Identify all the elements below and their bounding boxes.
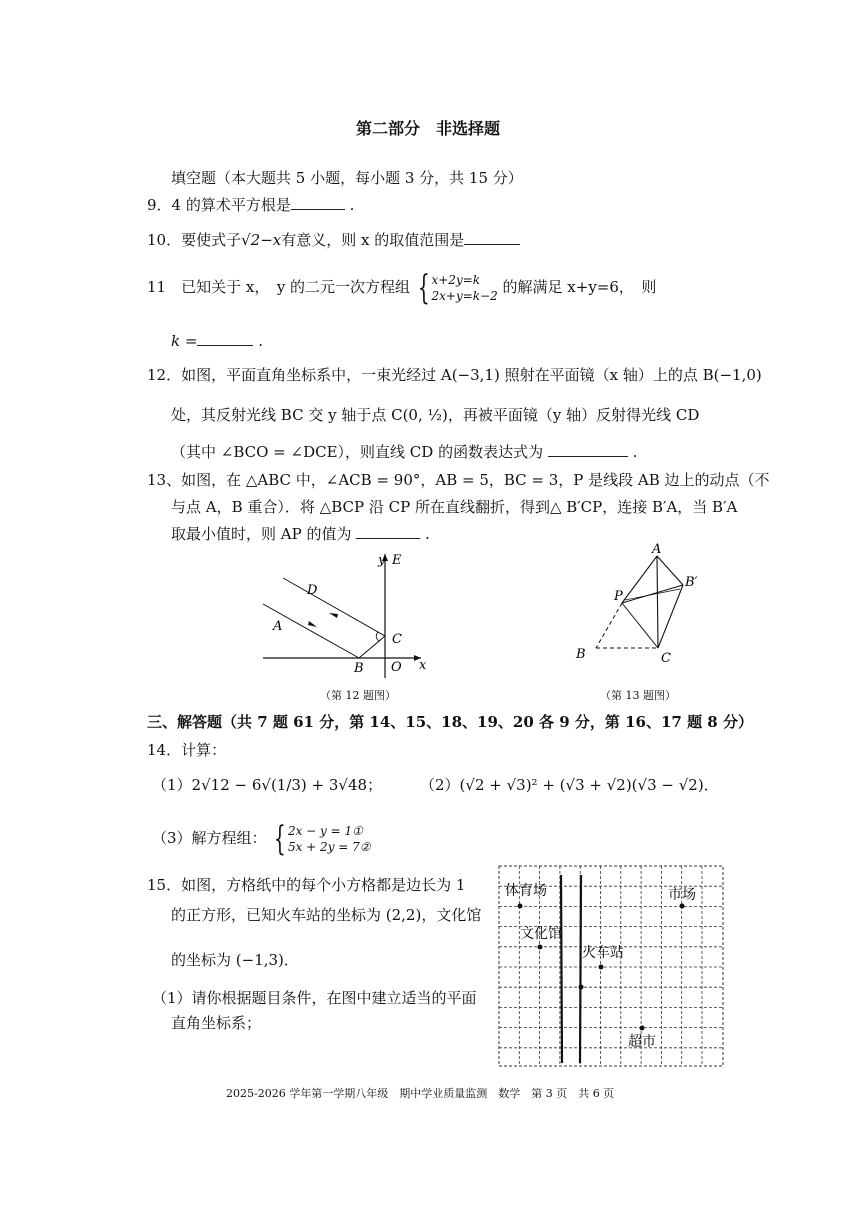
question-11-post: 的解满足 x+y=6， 则 bbox=[502, 278, 657, 296]
question-10 bbox=[147, 230, 520, 250]
fig13-label-A: A bbox=[652, 542, 662, 557]
q11-equation-1: x+2y=k bbox=[431, 273, 481, 287]
point-supermarket bbox=[640, 1026, 645, 1031]
grid-hand-line-1 bbox=[561, 875, 562, 1063]
fig13-segment-AC bbox=[657, 556, 658, 648]
fig12-label-E: E bbox=[392, 553, 402, 568]
fig12-arrow-D bbox=[329, 613, 338, 618]
point-center bbox=[579, 985, 584, 990]
question-12-line-3: （其中 ∠BCO = ∠DCE），则直线 CD 的函数表达式为 . bbox=[171, 443, 638, 461]
fig13-segment-AP bbox=[622, 556, 657, 603]
question-15-sub-1-line-1: （1）请你根据题目条件，在图中建立适当的平面 bbox=[152, 989, 477, 1007]
label-station: 火车站 bbox=[582, 945, 624, 961]
system-brace-14: { bbox=[274, 819, 287, 859]
question-10-expr: √2−x bbox=[241, 231, 282, 249]
question-14-3-pre: （3）解方程组： bbox=[152, 829, 267, 847]
fig13-segment-PB bbox=[596, 603, 622, 648]
fig13-label-C: C bbox=[661, 651, 671, 666]
figure-13 bbox=[570, 540, 720, 670]
system-brace-11: { bbox=[417, 268, 430, 308]
question-15-line-3: 的坐标为 (−1,3)． bbox=[171, 951, 299, 969]
question-11-answer: k = . bbox=[171, 332, 263, 350]
question-14-1: （1）2√12 − 6√(1/3) + 3√48； bbox=[152, 776, 383, 794]
label-supermarket: 超市 bbox=[628, 1034, 656, 1050]
figure-12-caption: （第 12 题图） bbox=[320, 689, 396, 702]
fig13-extra-line bbox=[625, 589, 680, 600]
question-12-line-3-text: （其中 ∠BCO = ∠DCE），则直线 CD 的函数表达式为 bbox=[171, 443, 544, 461]
fig12-label-B: B bbox=[354, 661, 364, 676]
part-3-header: 三、解答题（共 7 题 61 分，第 14、15、18、19、20 各 9 分，第 16、17 题 8 分） bbox=[147, 713, 753, 731]
question-14: 14．计算： bbox=[147, 741, 227, 759]
question-14-2: （2）(√2 + √3)² + (√3 + √2)(√3 − √2)． bbox=[420, 776, 719, 794]
q14-equation-1: 2x − y = 1① bbox=[287, 824, 363, 838]
question-12-line-2: 处，其反射光线 BC 交 y 轴于点 C(0, ½)，再被平面镜（y 轴）反射得光线 CD bbox=[171, 406, 700, 424]
answer-blank-11[interactable] bbox=[197, 331, 253, 346]
fig12-label-C: C bbox=[392, 632, 402, 647]
section-title: 第二部分 非选择题 bbox=[356, 119, 501, 138]
question-15-line-1: 15．如图，方格纸中的每个小方格都是边长为 1 bbox=[147, 876, 466, 894]
question-11-pre: 11 已知关于 x， y 的二元一次方程组 bbox=[147, 278, 411, 296]
question-14-3 bbox=[152, 819, 371, 859]
fig12-label-O: O bbox=[391, 660, 402, 675]
page-footer: 2025-2026 学年第一学期八年级 期中学业质量监测 数学 第 3 页 共 6 页 bbox=[226, 1087, 615, 1100]
question-9: 9．4 的算术平方根是 . bbox=[147, 196, 355, 214]
question-12-line-1: 12．如图，平面直角坐标系中，一束光经过 A(−3,1) 照射在平面镜（x 轴）上的点 B(−1,0) bbox=[147, 366, 762, 384]
question-15-line-2: 的正方形，已知火车站的坐标为 (2,2)，文化馆 bbox=[171, 906, 482, 924]
fill-in-header: 填空题（本大题共 5 小题，每小题 3 分，共 15 分） bbox=[171, 169, 523, 187]
equation-system-14 bbox=[288, 823, 371, 855]
question-13-line-1: 13、如图，在 △ABC 中，∠ACB = 90°，AB = 5，BC = 3，P 是线段 AB 边上的动点（不 bbox=[147, 471, 770, 489]
fig12-ray-CD bbox=[283, 578, 385, 636]
figure-13-caption: （第 13 题图） bbox=[600, 689, 676, 702]
answer-blank-13[interactable] bbox=[356, 524, 420, 539]
fig13-segment-B1C bbox=[658, 585, 683, 648]
fig12-angle-mark bbox=[376, 632, 379, 641]
question-13-line-3-text: 取最小值时，则 AP 的值为 bbox=[171, 525, 352, 543]
equation-system-11 bbox=[431, 272, 497, 304]
fig13-label-P: P bbox=[614, 589, 623, 604]
question-10-post: 有意义，则 x 的取值范围是 bbox=[281, 231, 465, 249]
fig13-segment-PC bbox=[622, 603, 658, 648]
fig12-label-y: y bbox=[378, 553, 386, 568]
fig12-ray-BC bbox=[359, 636, 385, 658]
q11-equation-2: 2x+y=k−2 bbox=[431, 289, 498, 303]
point-station bbox=[599, 965, 604, 970]
fig13-segment-PB1 bbox=[622, 585, 683, 603]
fig13-label-B: B bbox=[576, 647, 586, 662]
q14-equation-2: 5x + 2y = 7② bbox=[287, 840, 371, 854]
point-market bbox=[680, 904, 685, 909]
question-10-pre: 10．要使式子 bbox=[147, 231, 242, 249]
grid-map bbox=[498, 865, 724, 1067]
question-11-k: k = bbox=[171, 332, 198, 350]
question-11 bbox=[147, 268, 657, 308]
fig12-arrow-A bbox=[308, 621, 317, 627]
question-9-text: 9．4 的算术平方根是 bbox=[147, 196, 291, 214]
grid-hand-line-2 bbox=[580, 875, 581, 1063]
label-market: 市场 bbox=[668, 887, 696, 903]
answer-blank-10[interactable] bbox=[464, 230, 520, 245]
fig13-label-B1: B′ bbox=[685, 575, 698, 590]
fig13-segment-AB1 bbox=[657, 556, 683, 585]
label-gym: 体育场 bbox=[505, 883, 547, 899]
answer-blank-12[interactable] bbox=[548, 442, 628, 457]
fig12-label-D: D bbox=[307, 583, 318, 598]
question-13-line-2: 与点 A，B 重合）．将 △BCP 沿 CP 所在直线翻折，得到△ B′CP，连接 B′A，当 B′A bbox=[171, 498, 738, 516]
label-culture: 文化馆 bbox=[520, 926, 562, 942]
question-13-line-3: 取最小值时，则 AP 的值为 . bbox=[171, 525, 430, 543]
figure-12 bbox=[255, 548, 440, 683]
fig12-label-A: A bbox=[273, 619, 283, 634]
answer-blank-9[interactable] bbox=[291, 195, 345, 210]
point-gym bbox=[518, 904, 523, 909]
fig12-label-x: x bbox=[419, 658, 427, 673]
point-culture bbox=[538, 945, 543, 950]
question-15-sub-1-line-2: 直角坐标系； bbox=[171, 1014, 262, 1032]
